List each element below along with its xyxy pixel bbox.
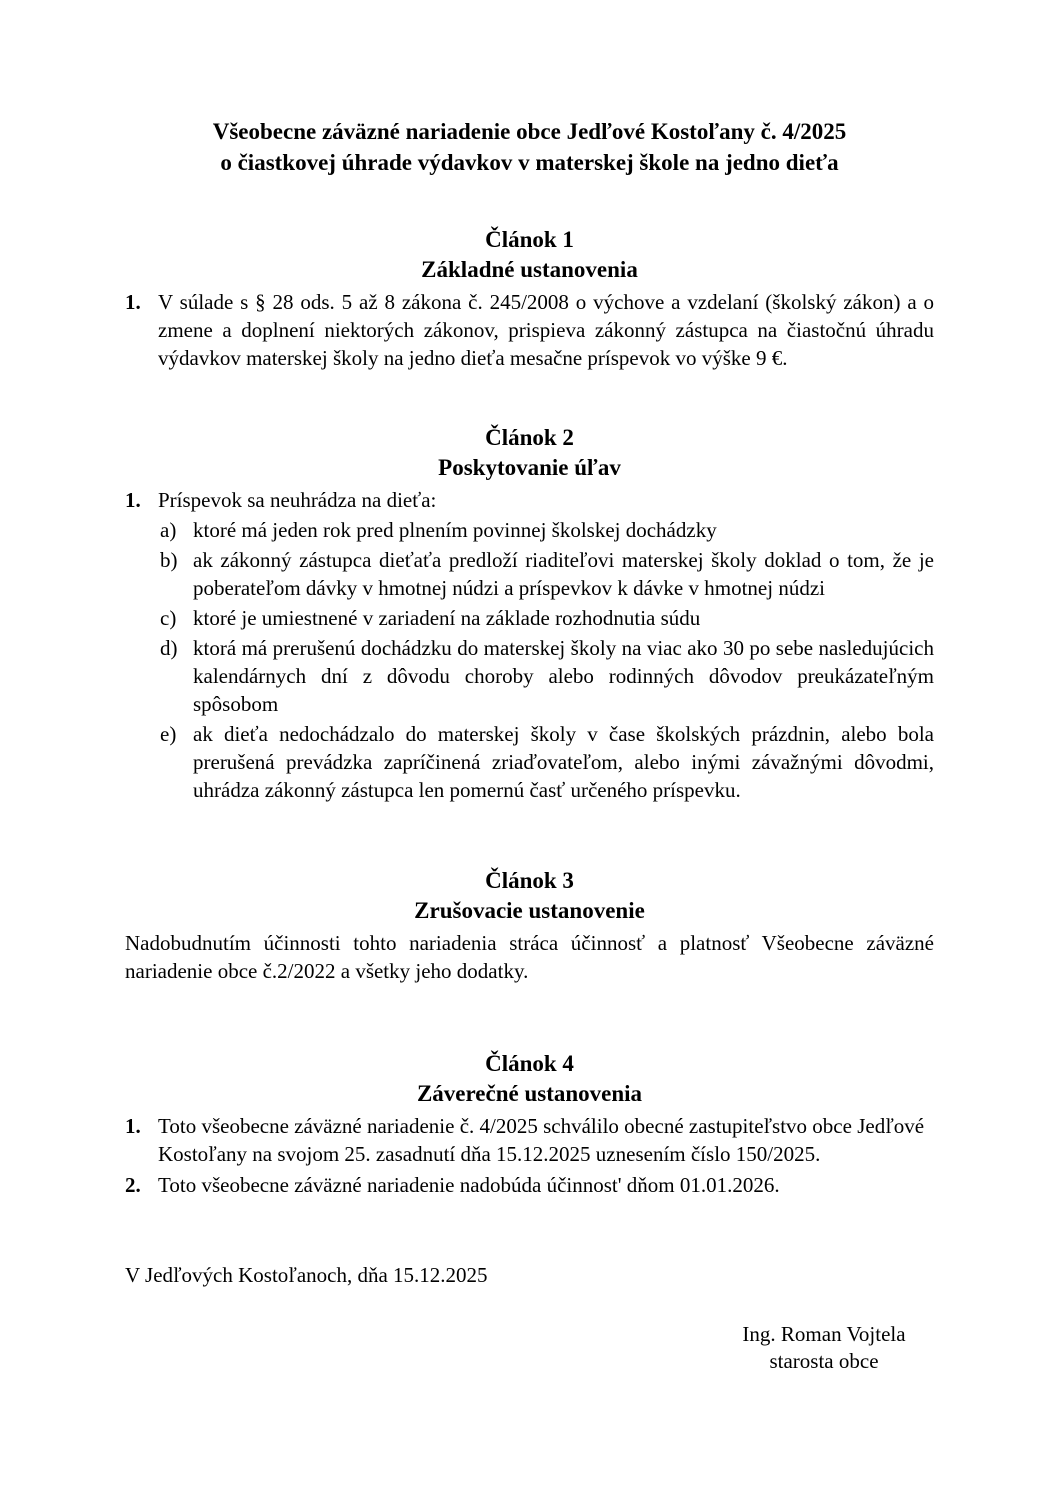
document-title-line-2: o čiastkovej úhrade výdavkov v materskej škole na jedno dieťa [220,150,839,175]
article-2-subitem-e-marker: e) [160,722,177,746]
document-title-line-1: Všeobecne záväzné nariadenie obce Jedľové Kostoľany č. 4/2025 [212,119,847,144]
article-2-subitem-c-marker: c) [160,606,177,630]
article-1-heading-block [125,225,934,285]
article-2-subitem-a-text: ktoré má jeden rok pred plnením povinnej školskej dochádzky [193,518,717,542]
article-1-item-1-marker: 1. [125,290,141,314]
article-2-subitem-c [160,604,934,632]
article-4-item-1 [125,1112,934,1168]
article-2-subitem-b [160,546,934,602]
article-3-heading: Článok 3 [485,868,574,893]
signature-role: starosta obce [769,1349,879,1373]
article-4-heading: Článok 4 [485,1051,574,1076]
article-2-subitem-b-text: ak zákonný zástupca dieťaťa predloží riaditeľovi materskej školy doklad o tom, že je poberateľom dávky v hmotnej núdzi a príspevkov k dávke v hmotnej núdzi [193,548,934,600]
article-2-heading: Článok 2 [485,425,574,450]
article-4-subheading: Záverečné ustanovenia [416,1081,643,1106]
article-2-subitem-d-text: ktorá má prerušenú dochádzku do materskej školy na viac ako 30 po sebe nasledujúcich kalendárnych dní z dôvodu choroby alebo rodinných dôvodov preukázateľným spôsobom [193,636,934,716]
article-4-item-2-text: Toto všeobecne záväzné nariadenie nadobúda účinnost' dňom 01.01.2026. [158,1173,780,1197]
article-4-item-2-marker: 2. [125,1173,141,1197]
article-3-subheading: Zrušovacie ustanovenie [414,898,645,923]
signature-block [709,1321,939,1375]
article-1-subheading: Základné ustanovenia [421,257,638,282]
article-4-item-1-text: Toto všeobecne záväzné nariadenie č. 4/2025 schválilo obecné zastupiteľstvo obce Jedľové Kostoľany na svojom 25. zasadnutí dňa 15.12.2025 uznesením číslo 150/2025. [158,1114,925,1166]
article-2-subitem-d-marker: d) [160,636,178,660]
article-2-subitem-a-marker: a) [160,518,177,542]
footer-place-date: V Jedľových Kostoľanoch, dňa 15.12.2025 [125,1263,488,1287]
article-1-heading: Článok 1 [485,227,574,252]
article-3-heading-block [125,866,934,926]
article-3-body: Nadobudnutím účinnosti tohto nariadenia stráca účinnosť a platnosť Všeobecne záväzné nariadenie obce č.2/2022 a všetky jeho dodatky. [125,931,934,983]
article-4-item-2 [125,1171,934,1199]
article-2-item-1 [125,486,934,514]
article-2-subheading: Poskytovanie úľav [438,455,621,480]
article-4-item-1-marker: 1. [125,1114,141,1138]
article-1-item-1 [125,288,934,372]
document-title [125,116,934,178]
article-2-subitem-b-marker: b) [160,548,178,572]
article-1-item-1-text: V súlade s § 28 ods. 5 až 8 zákona č. 245/2008 o výchove a vzdelaní (školský zákon) a o zmene a doplnení niektorých zákonov, prispieva zákonný zástupca na čiastočnú úhradu výdavkov materskej školy na jedno dieťa mesačne príspevok vo výške 9 €. [158,290,934,370]
signature-name: Ing. Roman Vojtela [742,1322,906,1346]
article-2-subitem-e-text: ak dieťa nedochádzalo do materskej školy v čase školských prázdnin, alebo bola prerušená prevádzka zapríčinená zriaďovateľom, alebo inými závažnými dôvodmi, uhrádza zákonný zástupca len pomernú časť určeného príspevku. [193,722,934,802]
article-2-subitem-e [160,720,934,804]
article-2-item-1-text: Príspevok sa neuhrádza na dieťa: [158,488,437,512]
article-4-heading-block [125,1049,934,1109]
article-2-item-1-marker: 1. [125,488,141,512]
article-2-heading-block [125,423,934,483]
article-2-subitem-d [160,634,934,718]
article-2-subitem-c-text: ktoré je umiestnené v zariadení na základe rozhodnutia súdu [193,606,701,630]
article-2-subitem-a [160,516,934,544]
